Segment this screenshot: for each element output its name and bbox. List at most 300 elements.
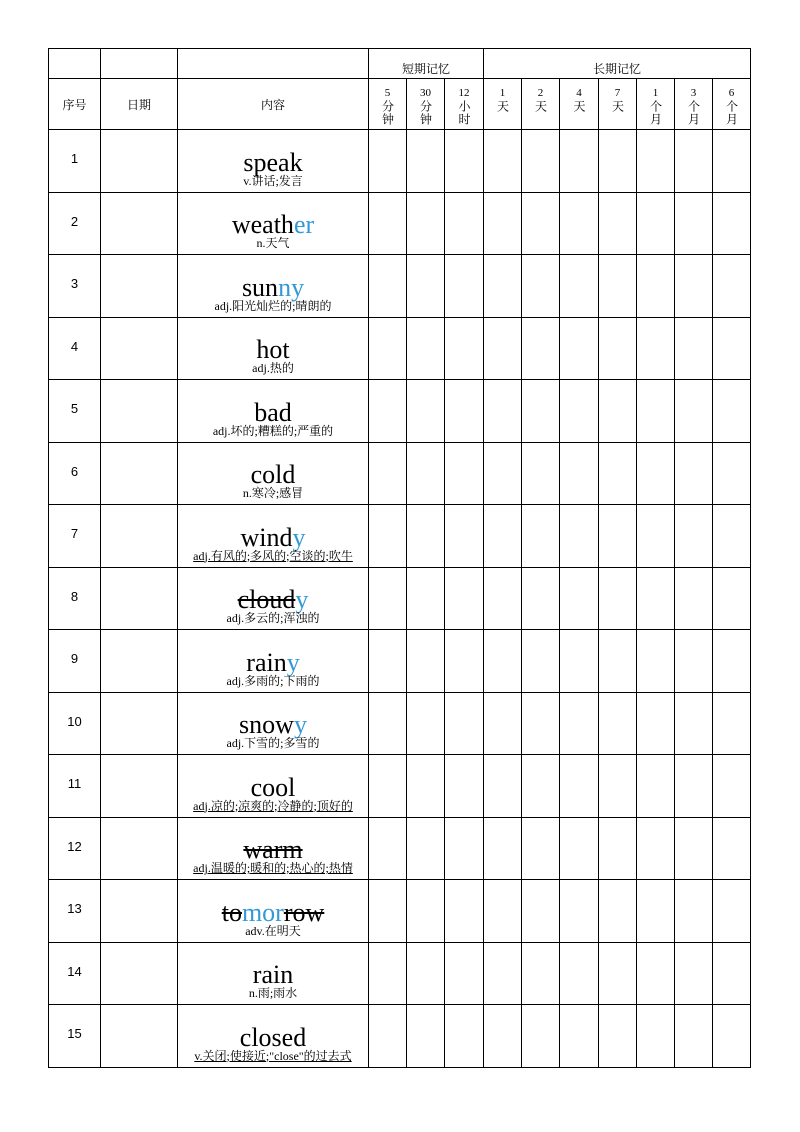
word-meaning: adj.下雪的;多雪的 [226,736,320,750]
interval-header-cell [407,79,445,130]
vocabulary-word [178,585,368,614]
word-segment: sun [241,272,279,302]
word-segment: rain [246,647,287,677]
row-index: 13 [49,880,101,943]
review-mark-cell [369,630,407,693]
interval-header-cell [599,79,637,130]
date-cell [101,880,178,943]
word-segment: cloud [237,585,296,614]
vocabulary-review-table [48,48,751,1068]
review-mark-cell [637,567,675,630]
interval-unit: 个月 [686,100,701,126]
word-segment: mor [241,897,284,927]
word-segment: rain [252,960,294,989]
review-mark-cell [522,505,560,568]
word-meaning: adj.阳光灿烂的;晴朗的 [214,298,332,313]
review-mark-cell [560,255,599,318]
interval-number: 4 [576,87,582,99]
review-mark-cell [675,817,713,880]
word-segment: weath [231,210,294,239]
review-mark-cell [484,880,522,943]
review-mark-cell [675,692,713,755]
table-row [49,192,751,255]
interval-unit: 分钟 [418,100,433,126]
date-cell [101,817,178,880]
review-mark-cell [484,380,522,443]
review-mark-cell [445,1005,484,1068]
review-mark-cell [599,567,637,630]
review-mark-cell [407,380,445,443]
review-mark-cell [522,817,560,880]
word-meaning: adj.凉的;凉爽的;冷静的;顶好的 [193,798,353,813]
review-mark-cell [713,817,751,880]
date-cell [101,755,178,818]
table-row [49,817,751,880]
review-mark-cell [675,192,713,255]
vocabulary-word [178,210,368,239]
review-mark-cell [599,1005,637,1068]
review-mark-cell [637,317,675,380]
vocabulary-word [178,460,368,489]
review-mark-cell [560,817,599,880]
date-cell [101,692,178,755]
header-blank-cell [49,49,101,79]
review-mark-cell [407,505,445,568]
review-mark-cell [407,880,445,943]
review-mark-cell [599,817,637,880]
review-mark-cell [713,317,751,380]
review-mark-cell [484,192,522,255]
review-mark-cell [484,442,522,505]
review-mark-cell [637,380,675,443]
table-row [49,130,751,193]
word-segment: snow [239,710,294,739]
review-mark-cell [560,505,599,568]
review-mark-cell [713,692,751,755]
interval-unit: 个月 [724,100,739,126]
review-mark-cell [713,192,751,255]
short-term-memory-header: 短期记忆 [369,49,484,79]
review-mark-cell [560,567,599,630]
review-mark-cell [599,942,637,1005]
review-mark-cell [522,255,560,318]
date-cell [101,1005,178,1068]
word-segment: cool [250,772,296,802]
review-mark-cell [675,505,713,568]
word-segment: y [286,647,300,677]
interval-number: 1 [499,87,506,99]
word-segment: y [292,522,306,552]
review-mark-cell [407,442,445,505]
review-mark-cell [369,442,407,505]
header-group-row [49,49,751,79]
word-segment: y [295,585,309,614]
review-mark-cell [407,755,445,818]
review-mark-cell [407,1005,445,1068]
review-mark-cell [599,692,637,755]
review-mark-cell [407,317,445,380]
review-mark-cell [675,317,713,380]
interval-number: 5 [384,87,391,99]
review-mark-cell [369,567,407,630]
review-mark-cell [445,505,484,568]
content-cell [178,692,369,755]
review-mark-cell [522,380,560,443]
interval-header-cell [637,79,675,130]
review-mark-cell [445,880,484,943]
vocabulary-word [178,1022,368,1052]
review-mark-cell [369,1005,407,1068]
review-mark-cell [713,380,751,443]
word-meaning: adj.热的 [252,361,294,375]
interval-number: 2 [537,87,544,99]
review-mark-cell [637,130,675,193]
word-meaning: n.天气 [256,236,290,250]
interval-header-cell [484,79,522,130]
vocabulary-word [178,960,368,989]
date-cell [101,255,178,318]
row-index: 9 [49,630,101,693]
word-segment: hot [256,335,290,364]
vocabulary-word [178,897,368,927]
review-mark-cell [599,880,637,943]
interval-header-cell [522,79,560,130]
word-meaning: adj.多云的;浑浊的 [226,611,320,625]
word-segment: er [293,210,315,239]
review-mark-cell [522,130,560,193]
table-row [49,567,751,630]
table-row [49,505,751,568]
date-cell [101,380,178,443]
word-meaning: adj.多雨的;下雨的 [226,673,320,688]
review-mark-cell [599,442,637,505]
table-row [49,380,751,443]
date-cell [101,130,178,193]
content-cell [178,755,369,818]
header-blank-cell [101,49,178,79]
review-mark-cell [637,880,675,943]
word-segment: closed [239,1022,307,1052]
review-mark-cell [637,442,675,505]
vocabulary-word [178,147,368,177]
word-meaning: v.关闭;使接近;"close"的过去式 [194,1048,352,1063]
review-mark-cell [522,942,560,1005]
content-cell [178,1005,369,1068]
review-mark-cell [713,255,751,318]
table-row [49,317,751,380]
interval-number: 6 [728,87,735,99]
vocabulary-word [178,335,368,364]
vocabulary-word [178,272,368,302]
review-mark-cell [484,692,522,755]
review-mark-cell [637,192,675,255]
review-mark-cell [445,192,484,255]
review-mark-cell [445,692,484,755]
review-mark-cell [560,192,599,255]
review-mark-cell [675,442,713,505]
review-mark-cell [675,1005,713,1068]
date-cell [101,942,178,1005]
review-mark-cell [522,692,560,755]
date-column-header: 日期 [101,79,178,130]
review-mark-cell [599,192,637,255]
review-mark-cell [599,755,637,818]
interval-header-cell [675,79,713,130]
review-mark-cell [369,130,407,193]
table-row [49,942,751,1005]
vocabulary-word [178,647,368,677]
content-cell [178,192,369,255]
review-mark-cell [675,630,713,693]
interval-unit: 分钟 [380,100,395,126]
review-mark-cell [369,317,407,380]
word-segment: cold [250,460,296,489]
row-index: 8 [49,567,101,630]
review-mark-cell [713,630,751,693]
content-cell [178,442,369,505]
content-cell [178,942,369,1005]
word-meaning: adj.温暖的;暖和的;热心的;热情 [193,861,353,875]
content-cell [178,255,369,318]
content-cell [178,630,369,693]
review-mark-cell [522,630,560,693]
review-mark-cell [599,130,637,193]
content-cell [178,130,369,193]
review-mark-cell [713,130,751,193]
word-segment: warm [243,835,303,864]
review-mark-cell [369,817,407,880]
word-meaning: adj.坏的;糟糕的;严重的 [212,423,334,438]
word-segment: wind [240,522,293,552]
review-mark-cell [445,755,484,818]
review-mark-cell [484,817,522,880]
review-mark-cell [484,255,522,318]
content-cell [178,505,369,568]
review-mark-cell [637,505,675,568]
content-cell [178,567,369,630]
review-mark-cell [675,755,713,818]
word-segment: ny [278,272,305,302]
review-mark-cell [484,942,522,1005]
review-mark-cell [713,1005,751,1068]
vocabulary-word [178,772,368,802]
review-mark-cell [637,630,675,693]
interval-header-cell [560,79,599,130]
review-mark-cell [407,630,445,693]
review-mark-cell [522,880,560,943]
table-row [49,755,751,818]
vocabulary-word [178,835,368,864]
content-cell [178,380,369,443]
review-mark-cell [713,567,751,630]
content-cell [178,817,369,880]
review-mark-cell [560,130,599,193]
review-mark-cell [560,1005,599,1068]
interval-header-cell [713,79,751,130]
review-mark-cell [369,255,407,318]
interval-unit: 天 [533,100,548,113]
review-mark-cell [637,942,675,1005]
review-mark-cell [407,942,445,1005]
word-segment: y [293,710,307,739]
review-mark-cell [560,692,599,755]
vocabulary-word [178,522,368,552]
interval-header-cell [445,79,484,130]
word-segment: speak [243,147,303,177]
review-mark-cell [522,317,560,380]
table-row [49,255,751,318]
table-row [49,1005,751,1068]
review-mark-cell [445,442,484,505]
interval-number: 12 [458,87,470,99]
date-cell [101,317,178,380]
content-cell [178,880,369,943]
review-mark-cell [522,442,560,505]
review-mark-cell [675,942,713,1005]
review-mark-cell [637,1005,675,1068]
review-mark-cell [522,755,560,818]
vocabulary-word [178,710,368,739]
review-mark-cell [599,630,637,693]
table-row [49,692,751,755]
interval-header-cell [369,79,407,130]
review-mark-cell [369,692,407,755]
date-cell [101,505,178,568]
interval-number: 3 [690,87,697,99]
review-mark-cell [599,380,637,443]
review-mark-cell [637,755,675,818]
word-segment: to [221,897,242,927]
review-mark-cell [445,630,484,693]
row-index: 7 [49,505,101,568]
row-index: 2 [49,192,101,255]
row-index: 11 [49,755,101,818]
review-mark-cell [713,442,751,505]
review-mark-cell [369,505,407,568]
row-index: 3 [49,255,101,318]
row-index: 6 [49,442,101,505]
review-mark-cell [484,317,522,380]
review-mark-cell [407,817,445,880]
review-mark-cell [445,380,484,443]
review-mark-cell [445,130,484,193]
row-index: 1 [49,130,101,193]
word-segment: row [283,897,325,927]
review-mark-cell [560,630,599,693]
review-mark-cell [560,942,599,1005]
long-term-memory-header: 长期记忆 [484,49,751,79]
review-mark-cell [637,817,675,880]
interval-number: 1 [652,87,659,99]
date-cell [101,630,178,693]
review-mark-cell [713,880,751,943]
review-mark-cell [560,317,599,380]
interval-unit: 天 [495,100,510,113]
interval-number: 7 [614,87,621,99]
review-mark-cell [675,255,713,318]
review-mark-cell [369,380,407,443]
table-row [49,442,751,505]
row-index: 5 [49,380,101,443]
header-blank-cell [178,49,369,79]
date-cell [101,567,178,630]
index-column-header: 序号 [49,79,101,130]
word-meaning: adj.有风的;多风的;空谈的;吹牛 [193,548,353,563]
review-mark-cell [445,317,484,380]
review-mark-cell [599,317,637,380]
review-mark-cell [599,255,637,318]
review-mark-cell [675,567,713,630]
review-mark-cell [675,880,713,943]
row-index: 4 [49,317,101,380]
date-cell [101,442,178,505]
review-mark-cell [407,192,445,255]
review-mark-cell [369,880,407,943]
review-mark-cell [445,567,484,630]
row-index: 15 [49,1005,101,1068]
column-header-row [49,79,751,130]
word-meaning: v.讲话;发言 [243,173,303,188]
interval-number: 30 [420,87,431,99]
review-mark-cell [713,755,751,818]
interval-unit: 个月 [648,100,663,126]
review-mark-cell [560,755,599,818]
review-mark-cell [599,505,637,568]
review-mark-cell [484,630,522,693]
review-mark-cell [484,1005,522,1068]
word-meaning: n.雨;雨水 [248,986,298,1000]
review-mark-cell [522,567,560,630]
word-meaning: adv.在明天 [245,923,301,938]
review-mark-cell [637,255,675,318]
review-mark-cell [675,380,713,443]
review-mark-cell [369,942,407,1005]
review-mark-cell [560,880,599,943]
content-cell [178,317,369,380]
review-mark-cell [407,130,445,193]
word-meaning: n.寒冷;感冒 [242,486,304,500]
table-row [49,880,751,943]
review-mark-cell [369,192,407,255]
row-index: 12 [49,817,101,880]
review-mark-cell [560,442,599,505]
review-mark-cell [522,1005,560,1068]
review-mark-cell [407,567,445,630]
review-mark-cell [713,505,751,568]
review-mark-cell [637,692,675,755]
content-column-header: 内容 [178,79,369,130]
review-mark-cell [713,942,751,1005]
interval-unit: 小时 [457,100,472,126]
review-mark-cell [522,192,560,255]
review-mark-cell [407,692,445,755]
interval-unit: 天 [572,100,587,113]
row-index: 14 [49,942,101,1005]
row-index: 10 [49,692,101,755]
table-body [49,130,751,1068]
review-mark-cell [445,255,484,318]
interval-unit: 天 [610,100,625,113]
review-mark-cell [369,755,407,818]
date-cell [101,192,178,255]
word-segment: bad [254,397,292,427]
review-mark-cell [445,817,484,880]
vocabulary-word [178,397,368,427]
review-mark-cell [484,755,522,818]
review-mark-cell [484,130,522,193]
review-mark-cell [445,942,484,1005]
review-mark-cell [560,380,599,443]
